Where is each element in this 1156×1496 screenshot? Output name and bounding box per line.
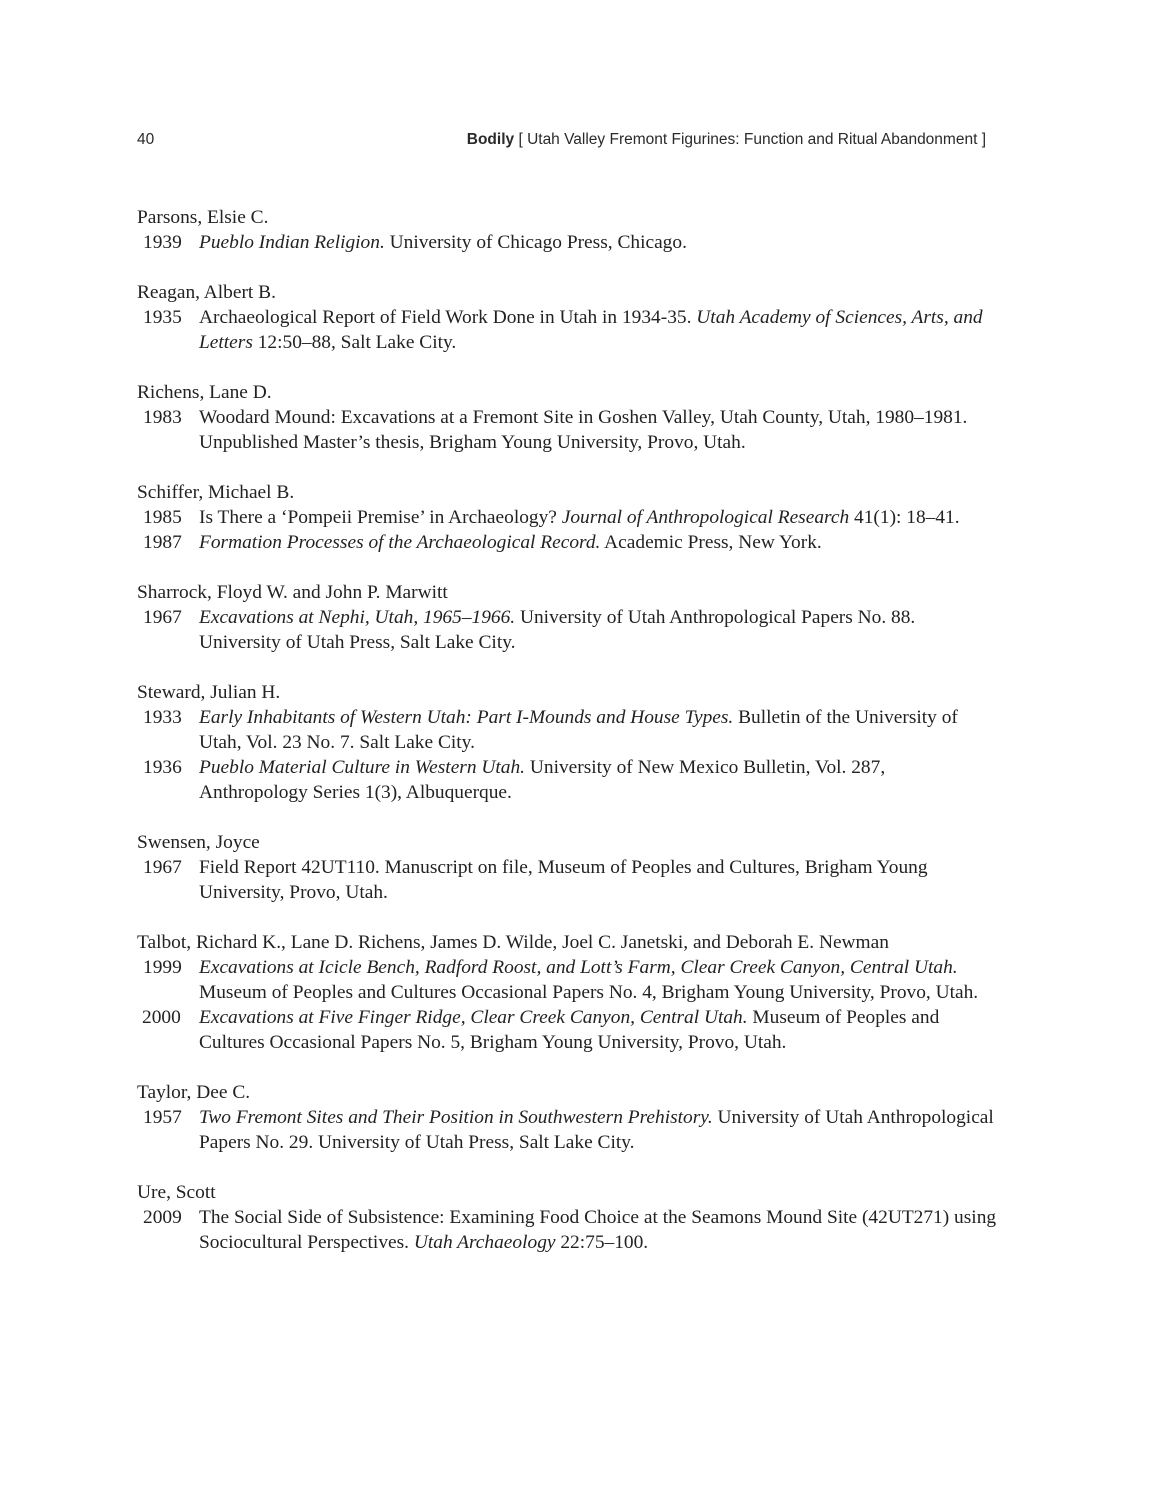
reference-author-block [137,205,997,255]
citation-text: Is There a ‘Pompeii Premise’ in Archaeology? [199,507,562,528]
reference-author-block [137,830,997,905]
citation-text: Museum of Peoples and Cultures Occasional Papers No. 4, Brigham Young University, Provo, Utah. [199,982,979,1003]
reference-entry [137,855,997,905]
reference-entry [137,405,997,455]
reference-citation [199,232,687,253]
reference-author-name: Parsons, Elsie C. [137,207,269,228]
reference-year: 1967 [143,857,182,878]
reference-entry [137,1205,997,1255]
reference-year: 1957 [143,1107,182,1128]
citation-title-italic: Two Fremont Sites and Their Position in Southwestern Prehistory. [199,1107,713,1128]
reference-author-block [137,380,997,455]
citation-text: University of New Mexico Bulletin, Vol. 287, Anthropology Series 1(3), Albuquerque. [199,757,886,803]
reference-citation [199,532,822,553]
reference-year: 1933 [143,707,182,728]
reference-author-block [137,1080,997,1155]
reference-citation [199,1207,996,1253]
citation-text: University of Utah Anthropological Papers No. 29. University of Utah Press, Salt Lake City. [199,1107,994,1153]
reference-author-block [137,680,997,805]
citation-title-italic: Journal of Anthropological Research [561,507,850,528]
reference-year: 1987 [143,532,182,553]
reference-author-block [137,580,997,655]
reference-author-name: Taylor, Dee C. [137,1082,251,1103]
running-head-title: [ Utah Valley Fremont Figurines: Function and Ritual Abandonment ] [518,131,986,148]
reference-citation [199,307,983,353]
reference-author-block [137,1180,997,1255]
citation-title-italic: Excavations at Nephi, Utah, 1965–1966. [199,607,516,628]
citation-text: Museum of Peoples and Cultures Occasional Papers No. 5, Brigham Young University, Provo, Utah. [199,1007,940,1053]
reference-year: 2000 [142,1007,181,1028]
reference-entry [137,755,997,805]
citation-text: The Social Side of Subsistence: Examining Food Choice at the Seamons Mound Site (42UT271) using Sociocultural Perspectives. [199,1207,997,1253]
reference-author-name: Reagan, Albert B. [137,282,276,303]
reference-citation [199,857,928,903]
running-head-author: Bodily [466,131,515,148]
reference-year: 1999 [143,957,182,978]
reference-author-block [137,280,997,355]
reference-entry [137,1105,997,1155]
reference-citation [199,1007,939,1053]
reference-year: 1935 [143,307,182,328]
reference-author-name: Richens, Lane D. [137,382,272,403]
citation-text: 12:50–88, Salt Lake City. [252,332,457,353]
citation-title-italic: Pueblo Material Culture in Western Utah. [199,757,526,778]
reference-year: 2009 [143,1207,182,1228]
citation-text: Woodard Mound: Excavations at a Fremont Site in Goshen Valley, Utah County, Utah, 1980–1981. Unpublished Master’s thesis, Brigham Young University, Provo, Utah. [199,407,968,453]
citation-text: Archaeological Report of Field Work Done in Utah in 1934-35. [199,307,697,328]
reference-entry [137,505,997,530]
reference-entry [137,605,997,655]
reference-entry [137,530,997,555]
reference-author-block [137,480,997,555]
running-head [467,131,986,149]
reference-author-name: Talbot, Richard K., Lane D. Richens, James D. Wilde, Joel C. Janetski, and Deborah E. Newman [137,932,889,953]
citation-text: 22:75–100. [555,1232,649,1253]
citation-text: Academic Press, New York. [600,532,822,553]
reference-year: 1936 [143,757,182,778]
citation-title-italic: Formation Processes of the Archaeological Record. [199,532,601,553]
reference-year: 1939 [143,232,182,253]
citation-title-italic: Early Inhabitants of Western Utah: Part I-Mounds and House Types. [199,707,734,728]
reference-citation [199,607,915,653]
reference-citation [199,1107,994,1153]
reference-year: 1985 [143,507,182,528]
reference-list [137,205,997,1280]
reference-author-name: Ure, Scott [137,1182,216,1203]
citation-text: University of Utah Anthropological Papers No. 88. University of Utah Press, Salt Lake City. [199,607,916,653]
reference-entry [137,230,997,255]
reference-entry [137,705,997,755]
citation-title-italic: Pueblo Indian Religion. [199,232,385,253]
reference-year: 1983 [143,407,182,428]
reference-entry [137,1005,997,1055]
reference-author-name: Schiffer, Michael B. [137,482,295,503]
reference-citation [199,757,885,803]
reference-author-name: Swensen, Joyce [137,832,260,853]
reference-citation [199,957,978,1003]
citation-title-italic: Utah Archaeology [413,1232,556,1253]
page-number: 40 [137,131,155,148]
reference-entry [137,305,997,355]
reference-citation [199,707,958,753]
reference-citation [199,407,967,453]
citation-title-italic: Utah Academy of Sciences, Arts, and Letters [199,307,983,353]
citation-text: 41(1): 18–41. [849,507,960,528]
citation-title-italic: Excavations at Icicle Bench, Radford Roost, and Lott’s Farm, Clear Creek Canyon, Central Utah. [199,957,958,978]
reference-year: 1967 [143,607,182,628]
citation-text: Bulletin of the University of Utah, Vol. 23 No. 7. Salt Lake City. [199,707,958,753]
citation-text: Field Report 42UT110. Manuscript on file, Museum of Peoples and Cultures, Brigham Young University, Provo, Utah. [199,857,928,903]
reference-author-name: Steward, Julian H. [137,682,281,703]
reference-entry [137,955,997,1005]
citation-title-italic: Excavations at Five Finger Ridge, Clear Creek Canyon, Central Utah. [199,1007,748,1028]
citation-text: University of Chicago Press, Chicago. [384,232,687,253]
page-header [137,131,986,153]
reference-citation [199,507,960,528]
reference-author-block [137,930,997,1055]
reference-author-name: Sharrock, Floyd W. and John P. Marwitt [137,582,448,603]
